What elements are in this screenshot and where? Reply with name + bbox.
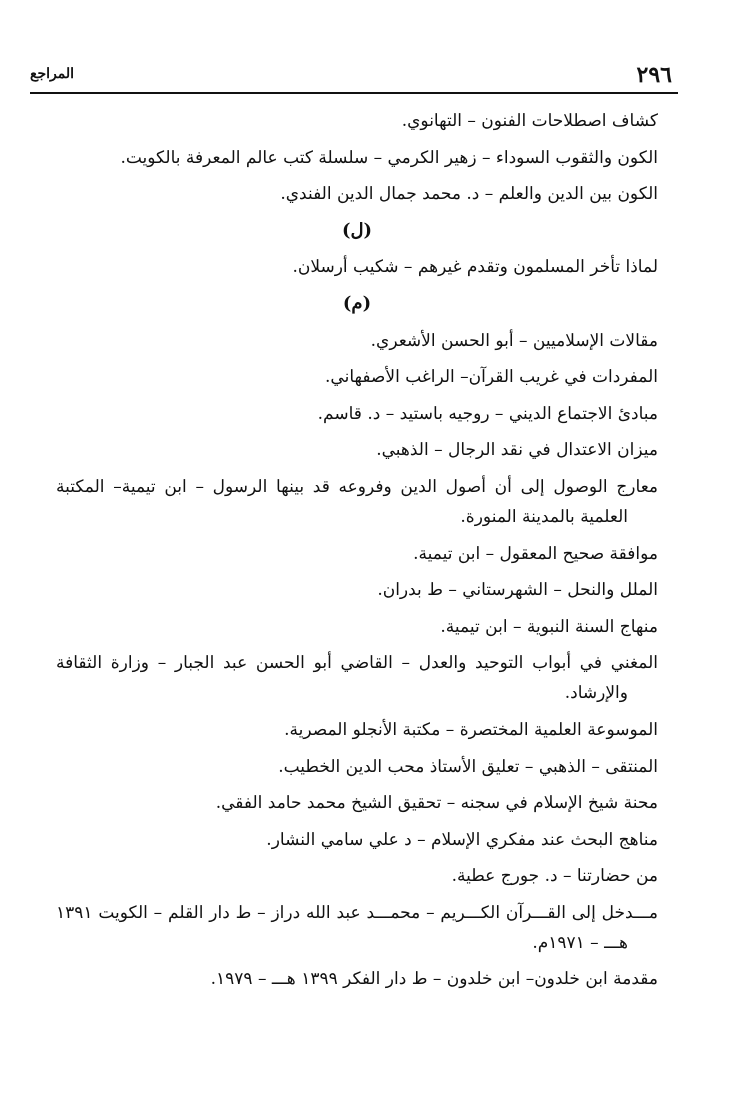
page-number: ٢٩٦: [636, 62, 672, 88]
reference-entry: مقالات الإسلاميين – أبو الحسن الأشعري.: [370, 330, 658, 351]
reference-entry: منهاج السنة النبوية – ابن تيمية.: [440, 616, 658, 637]
page-header: [30, 58, 678, 94]
section-heading-mim: (م): [342, 292, 372, 314]
reference-entry: المنتقى – الذهبي – تعليق الأستاذ محب الدين الخطيب.: [278, 756, 658, 777]
reference-entry: مقدمة ابن خلدون– ابن خلدون – ط دار الفكر ١٣٩٩ هـــ – ١٩٧٩.: [210, 969, 658, 990]
reference-entry: محنة شيخ الإسلام في سجنه – تحقيق الشيخ محمد حامد الفقي.: [215, 793, 658, 814]
reference-entry: مناهج البحث عند مفكري الإسلام – د علي سامي النشار.: [266, 829, 658, 850]
reference-entry: الملل والنحل – الشهرستاني – ط بدران.: [377, 580, 658, 601]
reference-entry: من حضارتنا – د. جورج عطية.: [451, 866, 658, 887]
reference-entry: المغني في أبواب التوحيد والعدل – القاضي أبو الحسن عبد الجبار – وزارة الثقافة والإرشاد.: [56, 653, 658, 704]
reference-entry: ميزان الاعتدال في نقد الرجال – الذهبي.: [376, 440, 658, 461]
reference-entry: الموسوعة العلمية المختصرة – مكتبة الأنجلو المصرية.: [284, 719, 658, 740]
reference-entry: مبادئ الاجتماع الديني – روجيه باستيد – د. قاسم.: [317, 403, 658, 424]
reference-entry: كشاف اصطلاحات الفنون – التهانوي.: [401, 111, 658, 131]
reference-entry: مـــدخل إلى القـــرآن الكـــريم – محمـــد عبد الله دراز – ط دار القلم – الكويت ١٣٩١ هـــ – ١٩٧١م.: [56, 902, 658, 953]
reference-entry: موافقة صحيح المعقول – ابن تيمية.: [413, 543, 658, 564]
section-heading-lam: (ل): [341, 219, 373, 241]
reference-entry: معارج الوصول إلى أن أصول الدين وفروعه قد بينها الرسول – ابن تيمية– المكتبة العلمية بالمدينة المنورة.: [56, 476, 658, 527]
reference-entry: الكون بين الدين والعلم – د. محمد جمال الدين الفندي.: [280, 184, 658, 205]
reference-entry: المفردات في غريب القرآن– الراغب الأصفهاني.: [325, 367, 658, 388]
references-list: [56, 106, 658, 1001]
reference-entry: لماذا تأخر المسلمون وتقدم غيرهم – شكيب أرسلان.: [292, 257, 658, 278]
reference-entry: الكون والثقوب السوداء – زهير الكرمي – سلسلة كتب عالم المعرفة بالكويت.: [120, 147, 658, 168]
running-title: المراجع: [30, 66, 74, 82]
